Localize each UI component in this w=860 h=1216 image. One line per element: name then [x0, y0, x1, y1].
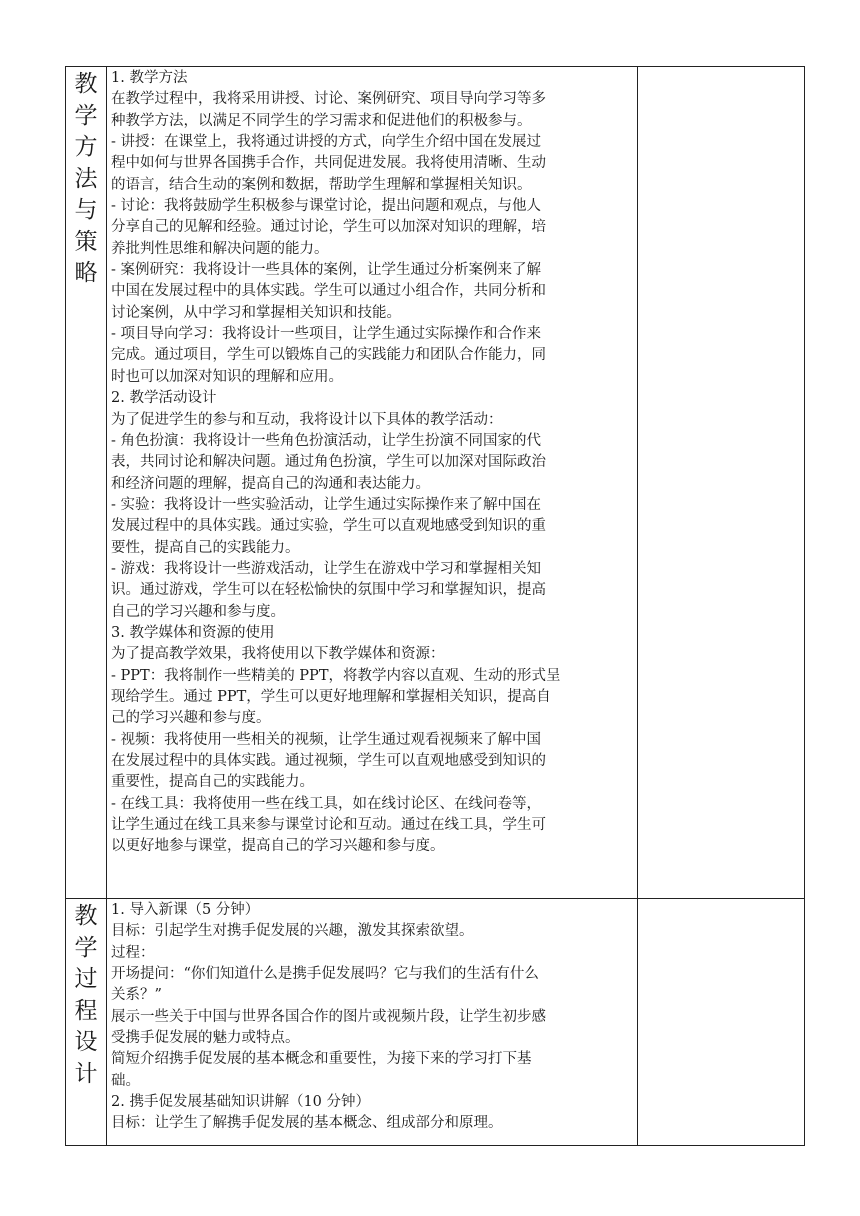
text-line: 开场提问：“你们知道什么是携手促发展吗？它与我们的生活有什么 — [111, 966, 539, 983]
heading-char: 程 — [74, 997, 98, 1024]
heading-char: 法 — [74, 165, 98, 192]
text-line: 1. 教学方法 — [111, 70, 188, 86]
text-line: 完成。通过项目，学生可以锻炼自己的实践能力和团队合作能力，同 — [111, 347, 546, 364]
text-line: 养批判性思维和解决问题的能力。 — [111, 240, 329, 257]
text-line: 3. 教学媒体和资源的使用 — [111, 624, 275, 641]
row-content-cell — [107, 67, 638, 899]
text-line: 中国在发展过程中的具体实践。学生可以通过小组合作，共同分析和 — [111, 283, 546, 300]
text-line: 以更好地参与课堂，提高自己的学习兴趣和参与度。 — [111, 838, 445, 855]
text-line: 识。通过游戏，学生可以在轻松愉快的氛围中学习和掌握知识，提高 — [111, 582, 546, 599]
text-line: 在发展过程中的具体实践。通过视频，学生可以直观地感受到知识的 — [111, 753, 546, 769]
lesson-plan-table — [65, 66, 805, 1146]
heading-char: 设 — [74, 1029, 98, 1055]
table-row-process — [66, 899, 805, 1146]
text-line: 自己的学习兴趣和参与度。 — [111, 603, 285, 620]
text-line: 过程： — [111, 944, 155, 961]
heading-char: 学 — [74, 934, 98, 961]
text-line: - 项目导向学习：我将设计一些项目，让学生通过实际操作和合作来 — [111, 326, 542, 343]
text-line: 让学生通过在线工具来参与课堂讨论和互动。通过在线工具，学生可 — [111, 817, 546, 834]
text-line: 关系？” — [111, 987, 162, 1004]
heading-char: 过 — [74, 966, 98, 992]
text-line: 为了提高教学效果，我将使用以下教学媒体和资源： — [111, 646, 445, 663]
text-line: 础。 — [111, 1072, 140, 1089]
heading-char: 教 — [74, 71, 98, 97]
text-line: - 讨论：我将鼓励学生积极参与课堂讨论，提出问题和观点，与他人 — [111, 198, 542, 215]
row-heading-cell — [66, 67, 107, 899]
text-line: 讨论案例，从中学习和掌握相关知识和技能。 — [111, 304, 401, 321]
row-heading-cell — [66, 899, 107, 1146]
heading-char: 略 — [74, 260, 98, 286]
text-line: 在教学过程中，我将采用讲授、讨论、案例研究、项目导向学习等多 — [111, 91, 546, 108]
notes-cell — [638, 67, 805, 899]
text-line: 2. 教学活动设计 — [111, 390, 217, 407]
text-line: 目标：让学生了解携手促发展的基本概念、组成部分和原理。 — [111, 1115, 503, 1132]
text-line: 现给学生。通过 PPT，学生可以更好地理解和掌握相关知识，提高自 — [111, 688, 551, 705]
text-line: - 案例研究：我将设计一些具体的案例，让学生通过分析案例来了解 — [111, 262, 542, 279]
text-line: - 讲授：在课堂上，我将通过讲授的方式，向学生介绍中国在发展过 — [111, 134, 542, 151]
text-line: 己的学习兴趣和参与度。 — [111, 710, 271, 727]
text-line: 1. 导入新课（5 分钟） — [111, 902, 260, 918]
heading-char: 教 — [74, 903, 98, 929]
row-content — [107, 899, 637, 1135]
text-line: 简短介绍携手促发展的基本概念和重要性，为接下来的学习打下基 — [111, 1051, 532, 1068]
text-line: - 视频：我将使用一些相关的视频，让学生通过观看视频来了解中国 — [111, 731, 542, 748]
heading-char: 学 — [74, 102, 98, 129]
row-content-cell — [107, 899, 638, 1146]
row-heading — [66, 899, 106, 1090]
text-line: 程中如何与世界各国携手合作，共同促进发展。我将使用清晰、生动 — [111, 155, 546, 172]
heading-char: 与 — [74, 197, 98, 223]
row-heading — [66, 67, 106, 290]
table-row-methods — [66, 67, 805, 899]
text-line: - PPT：我将制作一些精美的 PPT，将教学内容以直观、生动的形式呈 — [111, 667, 561, 684]
text-line: 目标：引起学生对携手促发展的兴趣，激发其探索欲望。 — [111, 923, 474, 940]
text-line: 展示一些关于中国与世界各国合作的图片或视频片段，让学生初步感 — [111, 1008, 546, 1025]
text-line: - 游戏：我将设计一些游戏活动，让学生在游戏中学习和掌握相关知 — [111, 560, 542, 577]
heading-char: 方 — [74, 134, 98, 160]
text-line: 受携手促发展的魅力或特点。 — [111, 1030, 300, 1047]
text-line: 的语言，结合生动的案例和数据，帮助学生理解和掌握相关知识。 — [111, 176, 532, 193]
text-line: - 在线工具：我将使用一些在线工具，如在线讨论区、在线问卷等， — [111, 795, 542, 812]
text-line: 发展过程中的具体实践。通过实验，学生可以直观地感受到知识的重 — [111, 518, 546, 535]
text-line: 为了促进学生的参与和互动，我将设计以下具体的教学活动： — [111, 411, 503, 428]
text-line: 2. 携手促发展基础知识讲解（10 分钟） — [111, 1094, 371, 1111]
notes-cell — [638, 899, 805, 1146]
text-line: 分享自己的见解和经验。通过讨论，学生可以加深对知识的理解，培 — [111, 219, 546, 236]
heading-char: 策 — [74, 228, 98, 255]
text-line: - 实验：我将设计一些实验活动，让学生通过实际操作来了解中国在 — [111, 496, 542, 513]
text-line: - 角色扮演：我将设计一些角色扮演活动，让学生扮演不同国家的代 — [111, 432, 542, 449]
text-line: 和经济问题的理解，提高自己的沟通和表达能力。 — [111, 475, 430, 492]
text-line: 种教学方法，以满足不同学生的学习需求和促进他们的积极参与。 — [111, 112, 532, 129]
row-content — [107, 67, 637, 858]
heading-char: 计 — [74, 1060, 98, 1087]
text-line: 时也可以加深对知识的理解和应用。 — [111, 368, 343, 385]
text-line: 表，共同讨论和解决问题。通过角色扮演，学生可以加深对国际政治 — [111, 454, 546, 471]
text-line: 要性，提高自己的实践能力。 — [111, 539, 300, 556]
text-line: 重要性，提高自己的实践能力。 — [111, 774, 314, 791]
